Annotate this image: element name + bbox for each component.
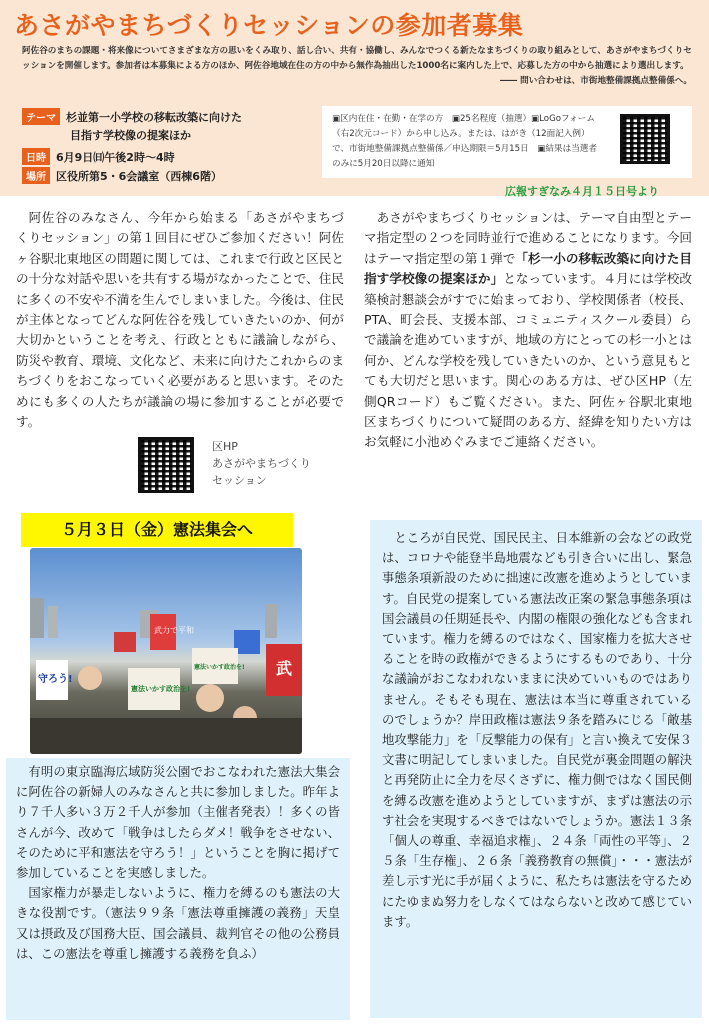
hp-label (212, 438, 311, 489)
page-title: あさがやまちづくりセッションの参加者募集 (14, 11, 524, 40)
constitution-paragraph: ところが自民党、国民民主、日本維新の会などの政党は、コロナや能登半島地震なども引き合いに出し、緊急事態条項新設のために拙速に改憲を進めようとしています。自民党の提案している憲法改正案の緊急事態条項は国会議員の任期延長や、内閣の権限の強化なども含まれています。権力を縛るのではなく、国家権力を拡大させることを時の政権ができるようにするものであり、十分な議論がおこなわれないままに決めていいものではありません。そもそも現在、憲法は本当に尊重されているのでしょうか？岸田政権は憲法９条を踏みにじる「敵基地攻撃能力」を「反撃能力の保有」と言い換えて安保３文書に明記してしまいました。自民党が裏金問題の解決と再発防止に全力を尽くさずに、権力側ではなく国民側を縛る改憲を進めようとしていますが、まずは憲法の示す社会を実現するべきではないでしょうか。憲法１３条「個人の尊重、幸福追求権」、２４条「両性の平等」、２５条「生存権」、２６条「義務教育の無償」・・・憲法が差し示す光に手が届くように、私たちは憲法を守るためにたゆまぬ努力をしなくてはならないと改めて感じています。 (382, 530, 692, 929)
photo-sign-1: 武力で平和 (154, 626, 194, 635)
caption-paragraph-2: 国家権力が暴走しないように、権力を縛るのも憲法の大きな役割です。（憲法９９条「憲法尊重擁護の義務」天皇又は摂政及び国務大臣、国会議員、裁判官その他の公務員は、この憲法を尊重し擁護する義務を負ふ） (16, 885, 340, 961)
date-tag: 日時 (22, 148, 50, 165)
place-tag: 場所 (22, 167, 50, 184)
theme-row (22, 108, 242, 125)
date-row (22, 148, 175, 165)
constitution-box (370, 520, 702, 1018)
theme-row-2 (70, 127, 191, 143)
caption-text (16, 762, 340, 964)
caption-paragraph-1: 有明の東京臨海広域防災公園でおこなわれた憲法大集会に阿佐谷の新婦人のみなさんと共に参加しました。昨年より７千人多い３万２千人が参加（主催者発表）！多くの皆さんが今、改めて「戦争はしたらダメ！戦争をさせない、そのために平和憲法を守ろう！」ということを胸に掲げて参加していることを実感しました。 (16, 764, 340, 881)
rally-photo-art (30, 548, 302, 754)
theme-line2: 目指す学校像の提案ほか (70, 129, 191, 142)
right-part2: となっています。４月には学校改築検討懇談会がすでに始まっており、学校関係者（校長、PTA、町会長、支援本部、コミュニティスクール委員）らで議論を進めていますが、地域の方にとっての杉一小とは何か、どんな学校を残していきたいのか、という意見もとても大切だと思います。関心のある方は、ぜひ区HP（左側QRコード）もご覧ください。また、阿佐ヶ谷駅北東地区まちづくりについて疑問のある方、経緯を知りたい方はお気軽に小池めぐみまでご連絡ください。 (364, 271, 692, 450)
info-box (322, 106, 692, 178)
photo-sign-2: 守ろう! (38, 674, 73, 685)
hp-line3: セッション (212, 474, 267, 487)
place-row (22, 167, 222, 184)
right-column (364, 208, 692, 453)
left-paragraph: 阿佐谷のみなさん、今年から始まる「あさがやまちづくりセッション」の第１回目にぜひご参加ください！阿佐ヶ谷駅北東地区の問題に関しては、これまで行政と区民との十分な対話や思いを共有する場がなかったことで、住民に多くの不安や不満を生んでしまいました。今後は、住民が主体となってどんな阿佐谷を残していきたいのか、何が大切かということを考え、行政とともに議論しながら、防災や教育、環境、文化など、未来に向けたこれからのまちづくりをおこなっていく必要があると思います。そのためにも多くの人たちが議論の場に参加することが必要です。 (16, 210, 344, 430)
section-heading: ５月３日（金）憲法集会へ (21, 513, 293, 547)
right-paragraph (364, 208, 692, 453)
qr-code-logo-form[interactable] (620, 114, 670, 164)
right-part1: あさがやまちづくりセッションは、テーマ自由型とテーマ指定型の２つを同時並行で進めることになります。今回はテーマ指定型の第１弾で (364, 210, 692, 266)
hp-line2: あさがやまちづくり (212, 457, 311, 470)
photo-sign-3: 憲法いかす政治を! (131, 685, 191, 693)
photo-sign-4: 憲法いかす政治を! (194, 664, 245, 671)
date-value: 6月9日㈰午後2時～4時 (56, 151, 175, 164)
inquiry-note: ―― 問い合わせは、市街地整備課拠点整備係へ。 (499, 76, 692, 86)
place-value: 区役所第5・6会議室（西棟6階） (56, 170, 222, 183)
theme-line1: 杉並第一小学校の移転改築に向けた (66, 111, 242, 124)
left-column (16, 208, 344, 432)
source-note: 広報すぎなみ４月１５日号より (505, 185, 659, 198)
header-banner (0, 0, 709, 196)
constitution-text (382, 528, 692, 932)
intro-text (22, 44, 692, 89)
theme-tag: テーマ (22, 108, 60, 125)
rally-photo (30, 548, 302, 754)
right-bold-theme: 「杉一小の移転改築に向けた目指す学校像の提案ほか」 (364, 250, 693, 287)
qr-code-ward-hp[interactable] (138, 437, 194, 493)
caption-box (6, 758, 350, 1020)
hp-line1: 区HP (212, 440, 238, 453)
intro-paragraph: 阿佐谷のまちの課題・将来像についてさまざまな方の思いをくみ取り、話し合い、共有・協働し、みんなでつくる新たなまちづくりの取り組みとして、あさがやまちづくりセッションを開催します。参加者は本募集による方のほか、阿佐谷地域在住の方の中から無作為抽出した1000名に案内した上で、応募した方の中から抽選により選出します。 (22, 46, 692, 71)
info-text: ▣区内在住・在勤・在学の方 ▣25名程度（抽選）▣LoGoフォーム（右2次元コード）から申し込み。または、はがき（12面記入例）で、市街地整備課拠点整備係／申込期限＝5月15日 ▣結果は当選者のみに5月20日以降に通知 (332, 114, 597, 169)
photo-sign-5: 武 (276, 659, 293, 678)
